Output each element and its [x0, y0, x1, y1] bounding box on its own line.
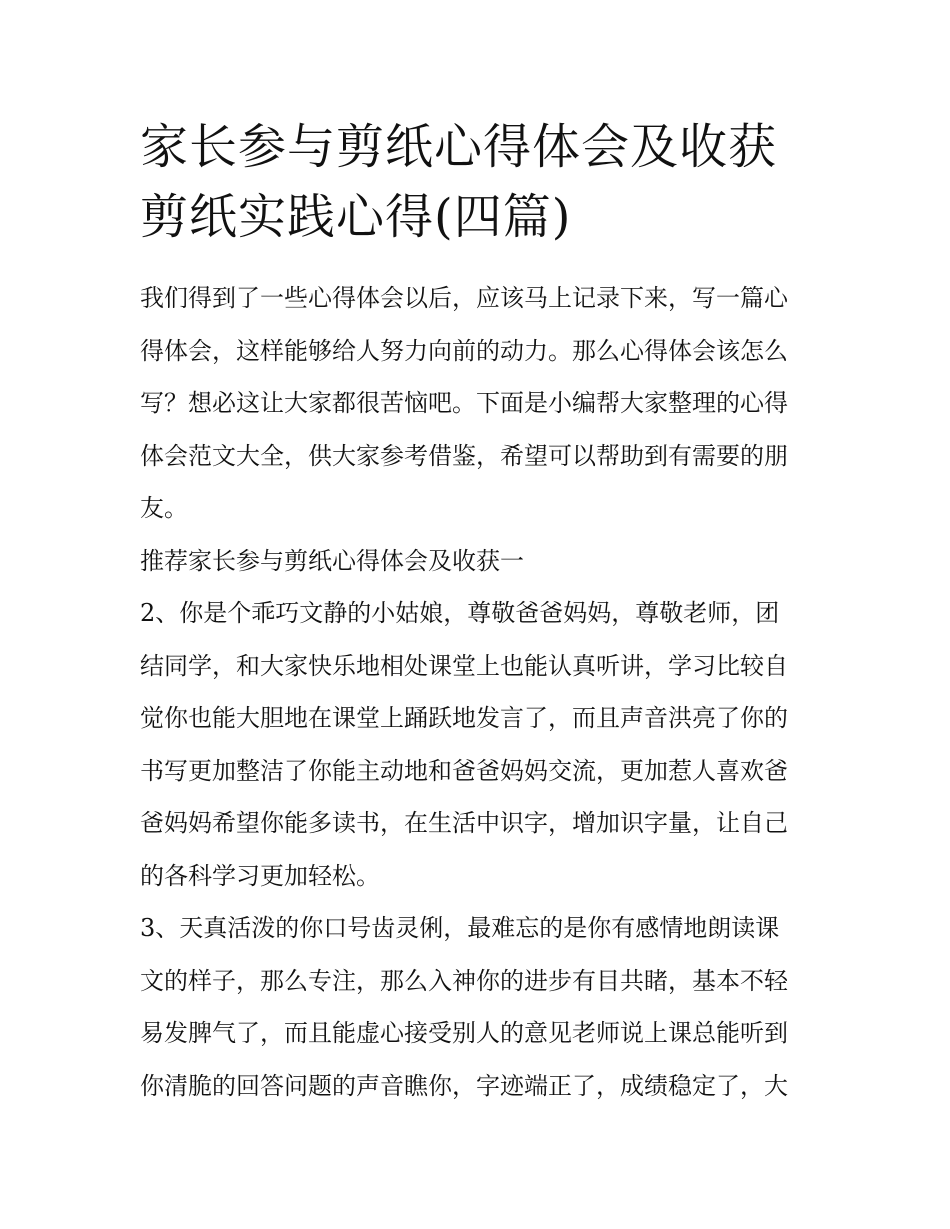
section-heading: 推荐家长参与剪纸心得体会及收获一 [140, 546, 524, 575]
text-line: 易发脾气了，而且能虚心接受别人的意见老师说上课总能听到 [140, 1019, 788, 1047]
text-line: 写？想必这让大家都很苦恼吧。下面是小编帮大家整理的心得 [140, 389, 788, 417]
item-3-paragraph [140, 903, 815, 1113]
text-line: 友。 [140, 494, 188, 522]
text-line: 觉你也能大胆地在课堂上踊跃地发言了，而且声音洪亮了你的 [140, 704, 788, 732]
text-line: 2、你是个乖巧文静的小姑娘，尊敬爸爸妈妈，尊敬老师，团 [140, 599, 780, 627]
text-line: 的各科学习更加轻松。 [140, 861, 380, 890]
text-line: 得体会，这样能够给人努力向前的动力。那么心得体会该怎么 [140, 336, 788, 365]
document-page [140, 112, 815, 1113]
text-line: 我们得到了一些心得体会以后，应该马上记录下来，写一篇心 [140, 284, 788, 312]
document-title [140, 112, 815, 252]
text-line: 体会范文大全，供大家参考借鉴，希望可以帮助到有需要的朋 [140, 441, 788, 470]
title-line: 家长参与剪纸心得体会及收获 [140, 119, 778, 175]
text-line: 书写更加整洁了你能主动地和爸爸妈妈交流，更加惹人喜欢爸 [140, 756, 788, 785]
item-2-paragraph [140, 588, 815, 903]
title-line: 剪纸实践心得(四篇) [140, 189, 572, 245]
intro-paragraph [140, 273, 815, 536]
text-line: 3、天真活泼的你口号齿灵俐，最难忘的是你有感情地朗读课 [140, 914, 780, 942]
section-heading-paragraph [140, 536, 815, 589]
text-line: 你清脆的回答问题的声音瞧你，字迹端正了，成绩稳定了，大 [140, 1071, 788, 1100]
text-line: 文的样子，那么专注，那么入神你的进步有目共睹，基本不轻 [140, 966, 788, 995]
text-line: 爸妈妈希望你能多读书，在生活中识字，增加识字量，让自己 [140, 809, 788, 837]
text-line: 结同学，和大家快乐地相处课堂上也能认真听讲，学习比较自 [140, 651, 788, 680]
